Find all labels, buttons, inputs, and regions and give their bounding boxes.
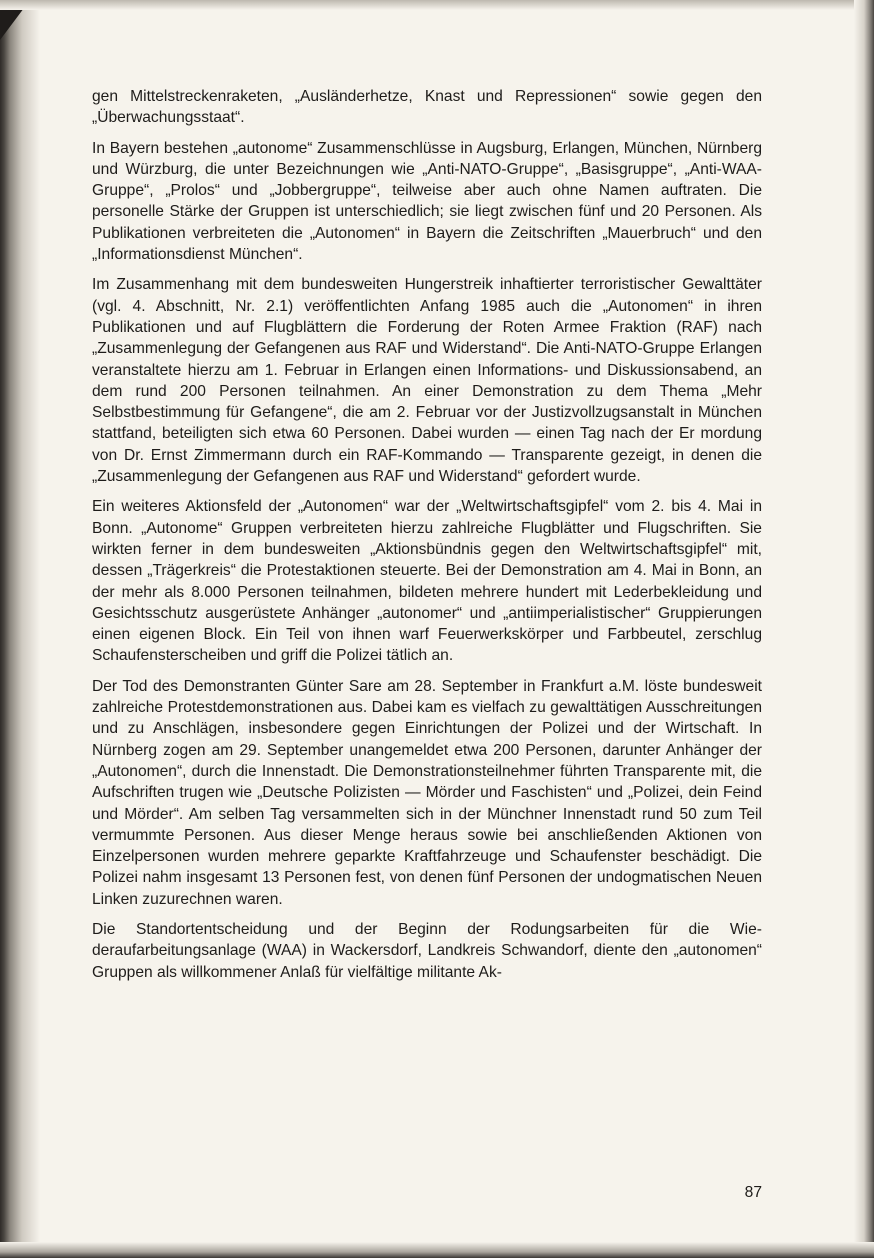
page-body-text: [92, 86, 762, 992]
paragraph-bavaria-groups: In Bayern bestehen „autonome“ Zusammenschlüsse in Augsburg, Erlangen, München, Nürnberg und Würzburg, die unter Bezeichnungen wie „Anti-NATO-Gruppe“, „Basisgruppe“, „Anti-WAA-Gruppe“, „Prolos“ und „Jobbergruppe“, teilweise aber auch ohne Namen auftraten. Die personelle Stärke der Gruppen ist unterschiedlich; sie liegt zwischen fünf und 20 Personen. Als Publikationen verbreiteten die „Autonomen“ in Bayern die Zeitschriften „Mauerbruch“ und den „Informationsdienst München“.: [92, 139, 762, 264]
paragraph-world-economic-summit: Ein weiteres Aktionsfeld der „Autonomen“ war der „Weltwirtschaftsgipfel“ vom 2. bis 4. Mai in Bonn. „Autonome“ Gruppen verbreiteten hierzu zahlreiche Flugblätter und Flugschriften. Sie wirkten ferner in dem bundesweiten „Aktionsbündnis gegen den Weltwirtschaftsgipfel“ mit, dessen „Trägerkreis“ die Protestaktionen steuerte. Bei der Demonstration am 4. Mai in Bonn, an der mehr als 8.000 Personen teilnahmen, bildeten mehrere hundert mit Lederbekleidung und Gesichtsschutz ausgerüstete Anhänger „autonomer“ und „antiimperialistischer“ Gruppierungen einen eigenen Block. Ein Teil von ihnen warf Feuerwerkskörper und Farbbeutel, zerschlug Schaufensterscheiben und griff die Polizei tätlich an.: [92, 498, 762, 665]
paragraph-waa-wackersdorf: Die Standortentscheidung und der Beginn der Rodungsarbeiten für die Wiederaufarbeitungsanlage (WAA) in Wackersdorf, Landkreis Schwandorf, diente den „autonomen“ Gruppen als willkommener Anlaß für vielfältige militante Ak-: [92, 920, 762, 981]
page-bottom-edge: [0, 1242, 874, 1258]
page-right-edge: [854, 0, 874, 1258]
paragraph-hunger-strike: Im Zusammenhang mit dem bundesweiten Hungerstreik inhaftierter terroristischer Gewalttäter (vgl. 4. Abschnitt, Nr. 2.1) veröffentlichten Anfang 1985 auch die „Autonomen“ in ihren Publikationen und auf Flugblättern die Forderung der Roten Armee Fraktion (RAF) nach „Zusammenlegung der Gefangenen aus RAF und Widerstand“. Die Anti-NATO-Gruppe Erlangen veranstaltete hierzu am 1. Februar in Erlangen einen Informations- und Diskussionsabend, an dem rund 200 Personen teilnahmen. An einer Demonstration zu dem Thema „Mehr Selbstbestimmung für Gefangene“, die am 2. Februar vor der Justizvollzugsanstalt in München stattfand, beteiligten sich etwa 60 Personen. Dabei wurden — einen Tag nach der Er mordung von Dr. Ernst Zimmermann durch ein RAF-Kommando — Transparente gezeigt, in denen die „Zusammenlegung der Gefangenen aus RAF und Widerstand“ gefordert wurde.: [92, 276, 762, 486]
paragraph-continued: gen Mittelstreckenraketen, „Ausländerhetze, Knast und Repressionen“ sowie gegen den „Überwachungsstaat“.: [92, 88, 762, 127]
paragraph-guenter-sare: Der Tod des Demonstranten Günter Sare am 28. September in Frankfurt a.M. löste bundesweit zahlreiche Protestdemonstrationen aus. Dabei kam es vielfach zu gewalttätigen Ausschreitungen und zu Anschlägen, insbesondere gegen Einrichtungen der Polizei und der Wirtschaft. In Nürnberg zogen am 29. September unangemeldet etwa 200 Personen, darunter Anhänger der „Autonomen“, durch die Innenstadt. Die Demonstrationsteilnehmer führten Transparente mit, die Aufschriften trugen wie „Deutsche Polizisten — Mörder und Faschisten“ und „Polizei, dein Feind und Mörder“. Am selben Tag versammelten sich in der Münchner Innenstadt rund 50 zum Teil vermummte Personen. Aus dieser Menge heraus sowie bei anschließenden Aktionen von Einzelpersonen wurden mehrere geparkte Kraftfahrzeuge und Schaufenster beschädigt. Die Polizei nahm insgesamt 13 Personen fest, von denen fünf Personen der undogmatischen Neuen Linken zuzurechnen waren.: [92, 677, 762, 908]
page-number: 87: [744, 1184, 762, 1201]
page-top-edge: [0, 0, 874, 10]
book-binding-shadow: [0, 0, 40, 1258]
